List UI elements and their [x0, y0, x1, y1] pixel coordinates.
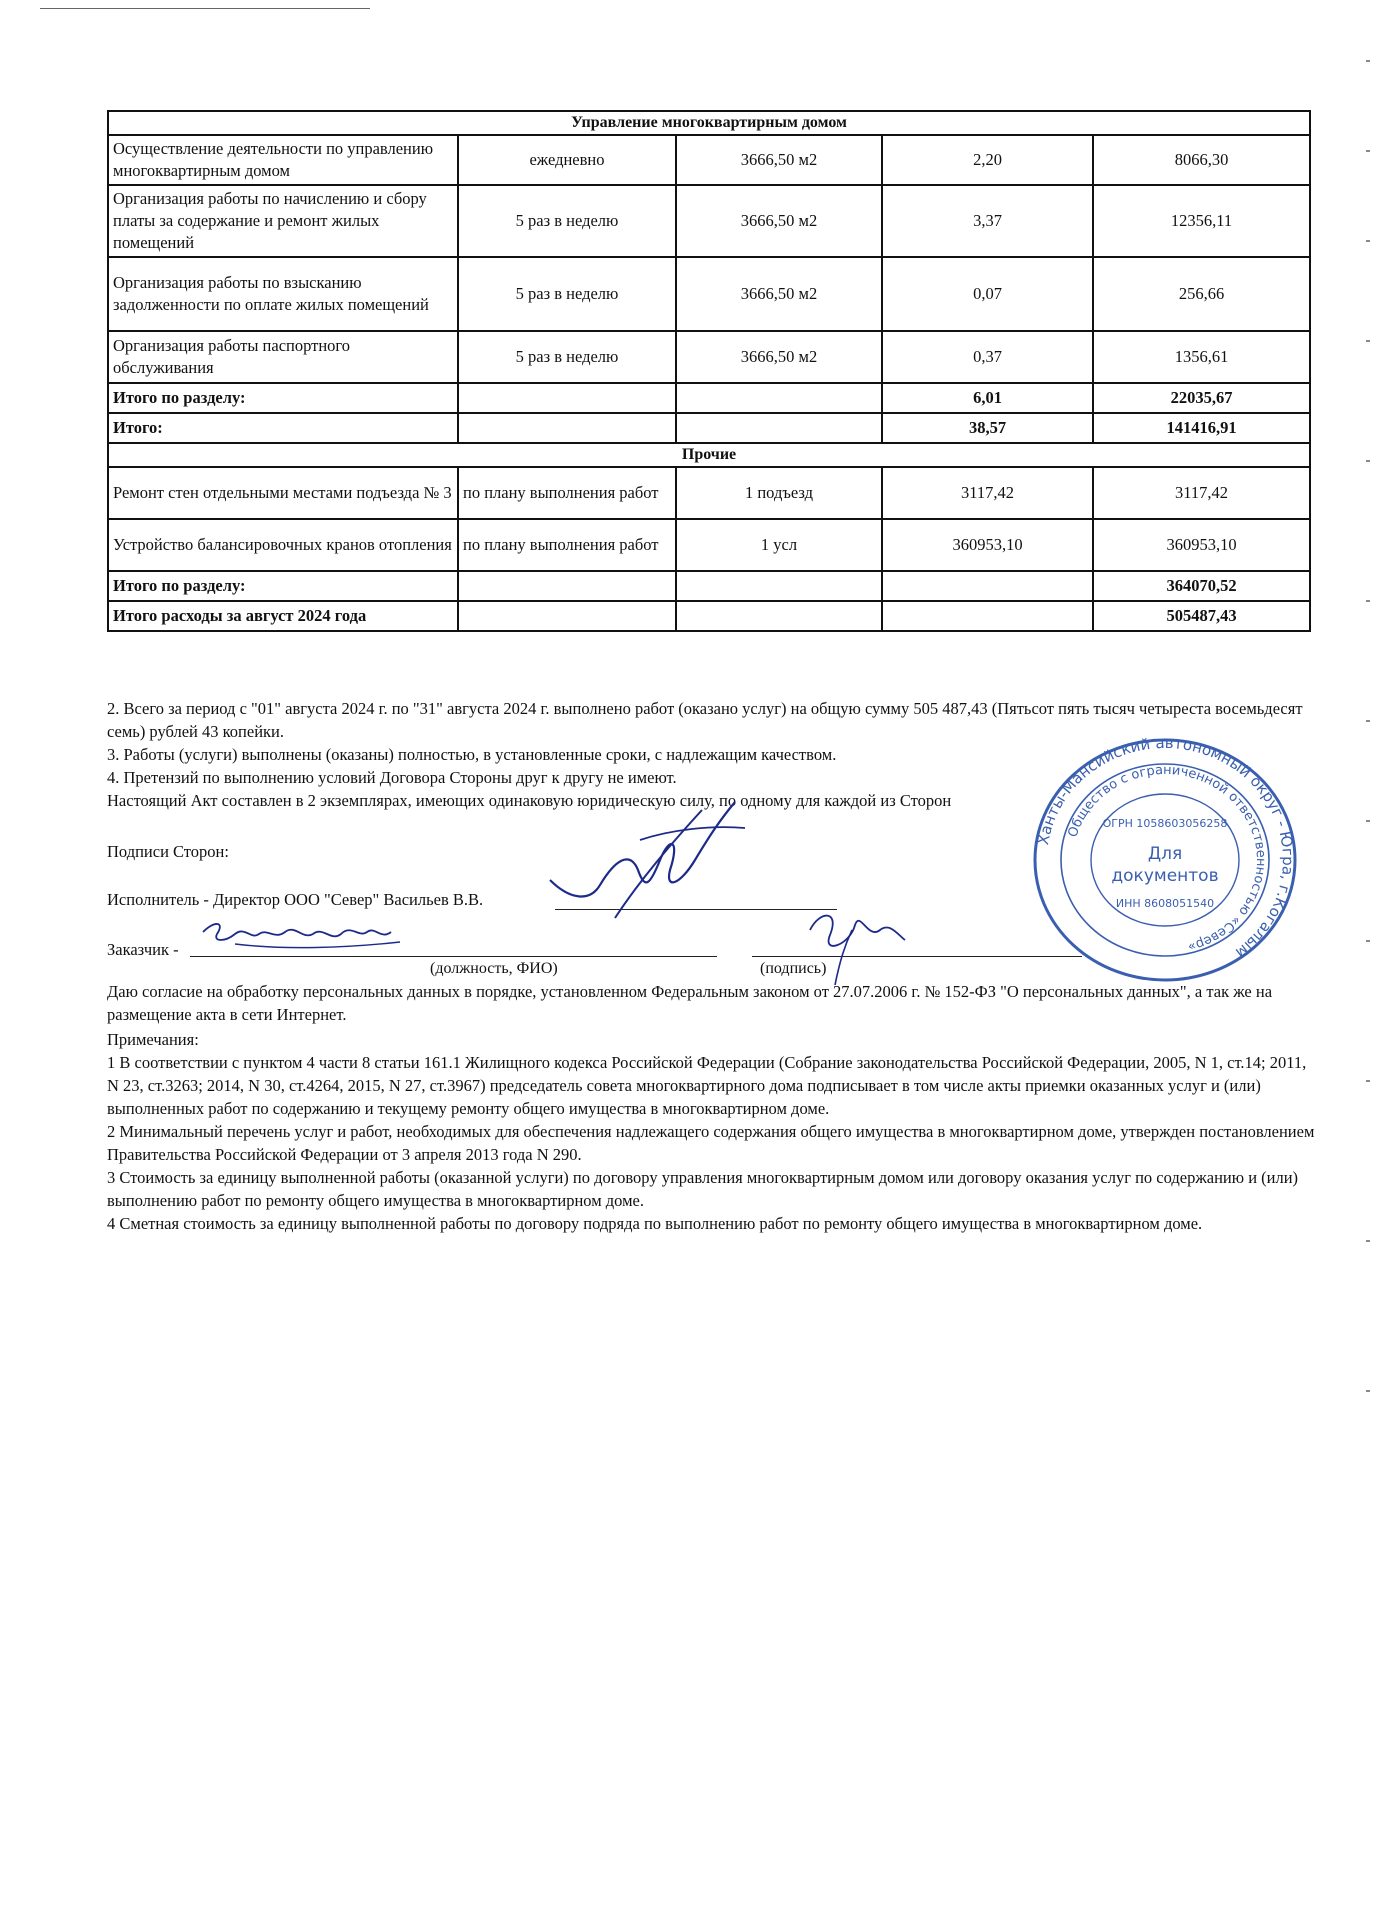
paragraph-no-claims: 4. Претензий по выполнению условий Договора Стороны друг к другу не имеют.	[107, 768, 677, 787]
work-price: 360953,10	[882, 519, 1093, 571]
work-period: ежедневно	[458, 135, 676, 185]
note-1: 1 В соответствии с пунктом 4 части 8 статьи 161.1 Жилищного кодекса Российской Федерации (Собрание законодательства Российской Федерации, 2005, N 1, ст.14; 2011, N 23, ст.3263; 2014, N 30, ст.4264, 2015, N 27, ст.3967) председатель совета многоквартирного дома подписывает в том числе акты приемки оказанных услуг и (или) выполненных работ по содержанию и текущему ремонту общего имущества в многоквартирном доме.	[107, 1053, 1307, 1118]
note-4: 4 Сметная стоимость за единицу выполненной работы по договору подряда по выполнению работ по ремонту общего имущества в многоквартирном доме.	[107, 1214, 1203, 1233]
note-2: 2 Минимальный перечень услуг и работ, необходимых для обеспечения надлежащего содержания общего имущества в многоквартирном доме, утвержден постановлением Правительства Российской Федерации от 3 апреля 2013 года N 290.	[107, 1122, 1315, 1164]
work-sum: 8066,30	[1093, 135, 1310, 185]
section-title: Управление многоквартирным домом	[108, 111, 1310, 135]
subtotal-row	[108, 571, 1310, 601]
subtotal-rate: 6,01	[882, 383, 1093, 413]
work-qty: 1 усл	[676, 519, 882, 571]
work-rate: 0,07	[882, 257, 1093, 331]
seal-inn: ИНН 8608051540	[1115, 897, 1215, 910]
work-area: 3666,50 м2	[676, 185, 882, 257]
seal-center-line-1: Для	[1147, 844, 1183, 864]
work-rate: 3,37	[882, 185, 1093, 257]
executor-line: Исполнитель - Директор ООО "Север" Васильев В.В.	[107, 890, 484, 909]
work-sum: 360953,10	[1093, 519, 1310, 571]
company-seal	[1030, 735, 1300, 985]
signatures-title: Подписи Сторон:	[107, 842, 229, 861]
seal-center-line-2: документов	[1111, 866, 1219, 886]
executor-signature	[520, 790, 750, 925]
works-table	[107, 110, 1311, 632]
work-name: Устройство балансировочных кранов отопления	[108, 519, 458, 571]
grand-total-row	[108, 601, 1310, 631]
work-name: Организация работы по начислению и сбору платы за содержание и ремонт жилых помещений	[108, 185, 458, 257]
paragraph-total-amount: 2. Всего за период с "01" августа 2024 г. по "31" августа 2024 г. выполнено работ (оказано услуг) на общую сумму 505 487,43 (Пятьсот пять тысяч четыреста восемьдесят семь) рублей 43 копейки.	[107, 699, 1303, 741]
top-rule	[40, 8, 370, 9]
grand-total-label: Итого расходы за август 2024 года	[108, 601, 458, 631]
work-name: Организация работы по взысканию задолженности по оплате жилых помещений	[108, 257, 458, 331]
customer-handwritten-name	[195, 912, 415, 962]
table-row	[108, 519, 1310, 571]
work-sum: 3117,42	[1093, 467, 1310, 519]
paragraph-quality: 3. Работы (услуги) выполнены (оказаны) полностью, в установленные сроки, с надлежащим качеством.	[107, 745, 837, 764]
table-row	[108, 135, 1310, 185]
total-row	[108, 413, 1310, 443]
consent-text: Даю согласие на обработку персональных данных в порядке, установленном Федеральным законом от 27.07.2006 г. № 152-ФЗ "О персональных данных", а так же на размещение акта в сети Интернет.	[107, 982, 1273, 1024]
position-caption: (должность, ФИО)	[430, 960, 558, 977]
work-rate: 2,20	[882, 135, 1093, 185]
work-sum: 1356,61	[1093, 331, 1310, 383]
notes	[107, 1028, 1322, 1235]
work-area: 3666,50 м2	[676, 331, 882, 383]
work-price: 3117,42	[882, 467, 1093, 519]
work-period: 5 раз в неделю	[458, 257, 676, 331]
total-label: Итого:	[108, 413, 458, 443]
work-area: 3666,50 м2	[676, 257, 882, 331]
table-row	[108, 257, 1310, 331]
table-row	[108, 185, 1310, 257]
total-sum: 141416,91	[1093, 413, 1310, 443]
subtotal-sum: 364070,52	[1093, 571, 1310, 601]
section-header	[108, 443, 1310, 467]
customer-signature	[790, 900, 910, 990]
table-row	[108, 467, 1310, 519]
signature-caption: (подпись)	[760, 960, 827, 977]
section-header	[108, 111, 1310, 135]
work-name: Ремонт стен отдельными местами подъезда № 3	[108, 467, 458, 519]
table-row	[108, 331, 1310, 383]
work-sum: 12356,11	[1093, 185, 1310, 257]
subtotal-label: Итого по разделу:	[108, 571, 458, 601]
subtotal-sum: 22035,67	[1093, 383, 1310, 413]
total-rate: 38,57	[882, 413, 1093, 443]
note-3: 3 Стоимость за единицу выполненной работы (оказанной услуги) по договору управления многоквартирным домом или договору оказания услуг по содержанию и (или) выполнению работ по ремонту общего имущества в многоквартирном доме.	[107, 1168, 1299, 1210]
seal-ogrn: ОГРН 1058603056258	[1102, 817, 1228, 830]
notes-title: Примечания:	[107, 1030, 199, 1049]
work-period: по плану выполнения работ	[458, 467, 676, 519]
seal-outer-text: Ханты-Мансийский автономный округ - Югра, г.Когалым	[1034, 735, 1298, 962]
scan-edge-marks	[1350, 40, 1370, 1540]
work-name: Организация работы паспортного обслуживания	[108, 331, 458, 383]
work-name: Осуществление деятельности по управлению многоквартирным домом	[108, 135, 458, 185]
work-rate: 0,37	[882, 331, 1093, 383]
subtotal-row	[108, 383, 1310, 413]
work-sum: 256,66	[1093, 257, 1310, 331]
seal-inner-text: Общество с ограниченной ответственностью «Север»	[1065, 762, 1269, 955]
work-area: 3666,50 м2	[676, 135, 882, 185]
work-qty: 1 подъезд	[676, 467, 882, 519]
grand-total-sum: 505487,43	[1093, 601, 1310, 631]
customer-label: Заказчик -	[107, 940, 179, 959]
work-period: по плану выполнения работ	[458, 519, 676, 571]
section-title: Прочие	[108, 443, 1310, 467]
work-period: 5 раз в неделю	[458, 185, 676, 257]
work-period: 5 раз в неделю	[458, 331, 676, 383]
paragraph-copies: Настоящий Акт составлен в 2 экземплярах, имеющих одинаковую юридическую силу, по одному для каждой из Сторон	[107, 791, 952, 810]
subtotal-label: Итого по разделу:	[108, 383, 458, 413]
